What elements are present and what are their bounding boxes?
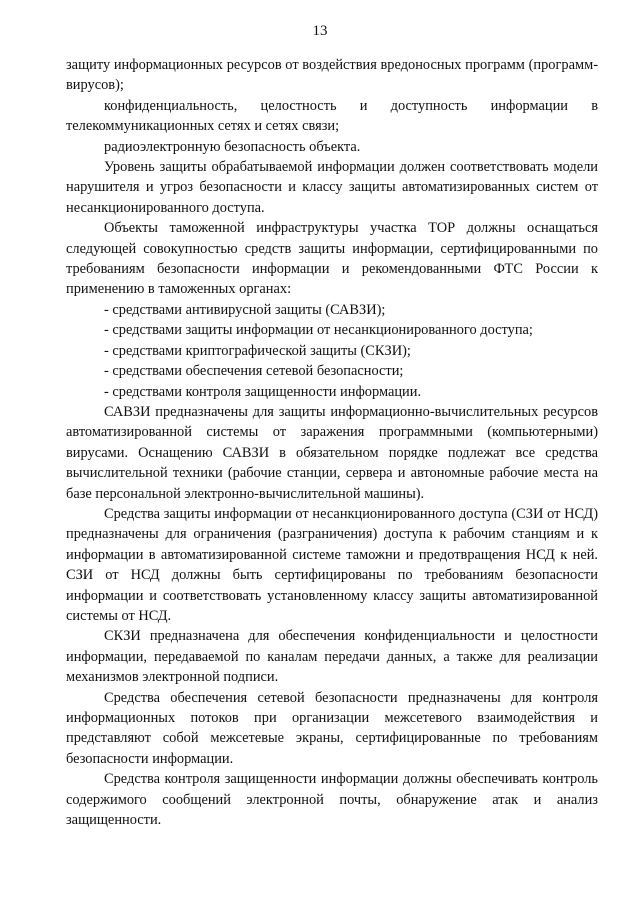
paragraph-savzi: САВЗИ предназначены для защиты информационно-вычислительных ресурсов автоматизированной системы от заражения программными (компьютерными) вирусами. Оснащению САВЗИ в обязательном порядке подлежат все средства вычислительной техники (рабочие станции, сервера и автономные рабочие места на базе персональной электронно-вычислительной машины). <box>66 403 598 502</box>
paragraph-infrastructure-objects: Объекты таможенной инфраструктуры участка ТОР должны оснащаться следующей совокупностью средств защиты информации, сертифицированными по требованиям безопасности информации и рекомендованными ФТС России к применению в таможенных органах: <box>66 220 598 298</box>
list-item-network-security: - средствами обеспечения сетевой безопасности; <box>104 363 404 380</box>
page-number: 13 <box>312 23 328 39</box>
paragraph-protection-from-malware: защиту информационных ресурсов от воздействия вредоносных программ (программ-вирусов); <box>66 57 598 94</box>
paragraph-protection-level: Уровень защиты обрабатываемой информации должен соответствовать модели нарушителя и угроз безопасности и классу защиты автоматизированных систем от несанкционированного доступа. <box>66 159 598 216</box>
document-body <box>66 55 598 830</box>
paragraph-skzi: СКЗИ предназначена для обеспечения конфиденциальности и целостности информации, передаваемой по каналам передачи данных, а также для реализации механизмов электронной подписи. <box>66 628 598 686</box>
list-item-cryptographic: - средствами криптографической защиты (СКЗИ); <box>104 342 411 359</box>
list-item-security-control: - средствами контроля защищенности информации. <box>104 383 422 400</box>
paragraph-szi-nsd: Средства защиты информации от несанкционированного доступа (СЗИ от НСД) предназначены для ограничения (разграничения) доступа к рабочим станциям и к информации в автоматизированной системе таможни и предотвращения НСД к ней. СЗИ от НСД должны быть сертифицированы по требованиям безопасности информации и соответствовать установленному классу защиты автоматизированной системы от НСД. <box>66 505 598 624</box>
paragraph-security-control-tools: Средства контроля защищенности информации должны обеспечивать контроль содержимого сообщений электронной почты, обнаружение атак и анализ защищенности. <box>66 771 598 829</box>
paragraph-confidentiality: конфиденциальность, целостность и доступность информации в телекоммуникационных сетях и сетях связи; <box>66 97 598 135</box>
list-item-antivirus: - средствами антивирусной защиты (САВЗИ); <box>104 301 386 318</box>
list-item-unauthorized-access: - средствами защиты информации от несанкционированного доступа; <box>104 322 533 339</box>
paragraph-network-security-tools: Средства обеспечения сетевой безопасности предназначены для контроля информационных потоков при организации межсетевого взаимодействия и представляют собой межсетевые экраны, сертифицированные по требованиям безопасности информации. <box>66 689 598 767</box>
paragraph-radioelectronic-security: радиоэлектронную безопасность объекта. <box>104 138 361 155</box>
